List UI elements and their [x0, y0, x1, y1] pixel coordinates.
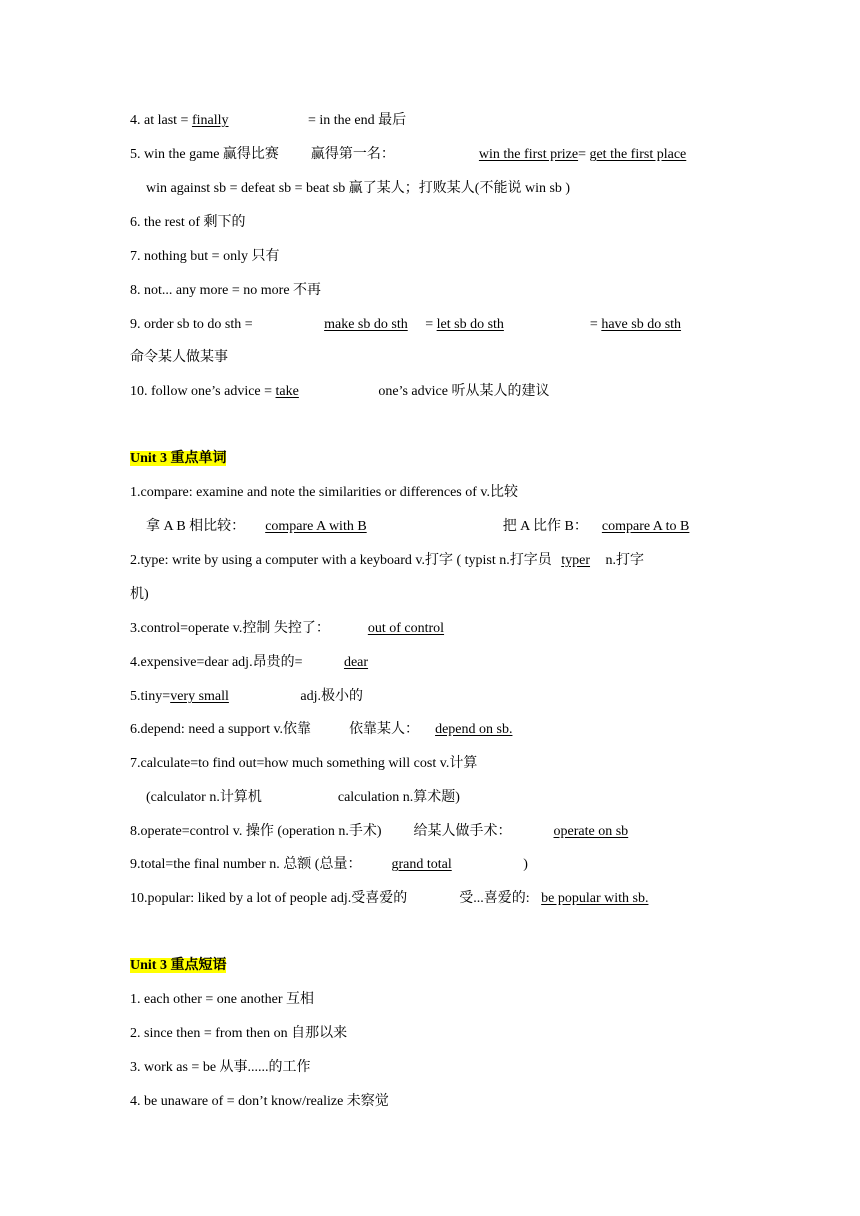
heading-text: Unit 3 重点短语 — [130, 958, 227, 973]
answer-blank — [245, 519, 449, 534]
answer-blank — [256, 317, 422, 332]
word-text: 9.total=the final number n. 总额 (总量： — [130, 857, 362, 872]
phrase-text: 4. at last = — [130, 113, 192, 128]
phrase-text: 9. order sb to do sth = — [130, 317, 257, 332]
answer-text: depend on sb. — [435, 722, 513, 737]
phrase-7: 7. nothing but = only 只有 — [130, 249, 280, 264]
answer-text: be popular with sb. — [541, 891, 649, 906]
answer-blank — [395, 147, 578, 162]
word-text: (calculator n.计算机 — [146, 790, 262, 805]
word-8 — [130, 823, 670, 841]
word-text: 2.type: write by using a computer with a keyboard v.打字 ( typist n.打字员 — [130, 553, 556, 568]
heading-text: Unit 3 重点单词 — [130, 451, 227, 466]
word-text: n.打字 — [602, 553, 645, 568]
phrase-text: = — [589, 317, 602, 332]
answer-text: compare A to B — [601, 519, 690, 534]
word-text: 10.popular: liked by a lot of people adj.受喜爱的 — [130, 891, 408, 906]
answer-text: out of control — [367, 621, 445, 636]
unit3-phrase-1: 1. each other = one another 互相 — [130, 992, 314, 1007]
answer-text: operate on sb — [553, 824, 629, 839]
word-text: 拿 A B 相比较： — [146, 519, 246, 534]
answer-text: finally — [191, 113, 229, 128]
unit3-phrase-3: 3. work as = be 从事......的工作 — [130, 1060, 311, 1075]
answer-text: take — [275, 384, 299, 399]
answer-blank — [170, 689, 297, 704]
word-text: 4.expensive=dear adj.昂贵的= — [130, 655, 306, 670]
unit3-phrase-2: 2. since then = from then on 自那以来 — [130, 1026, 348, 1041]
phrase-9 — [130, 316, 681, 334]
word-10 — [130, 890, 674, 908]
answer-text: grand total — [391, 857, 452, 872]
answer-blank — [524, 824, 671, 839]
phrase-text: = — [421, 317, 437, 332]
answer-text: typer — [561, 553, 591, 568]
word-4 — [130, 654, 396, 672]
answer-blank — [330, 621, 512, 636]
phrase-5-note: win against sb = defeat sb = beat sb 赢了某人；打败某人(不能说 win sb ) — [146, 181, 571, 196]
answer-blank — [533, 891, 674, 906]
word-text: 8.operate=control v. 操作 (operation n.手术) — [130, 824, 382, 839]
phrase-text: 5. win the game 赢得比赛 — [130, 147, 279, 162]
word-6 — [130, 721, 564, 739]
answer-blank — [192, 113, 305, 128]
answer-blank — [555, 553, 602, 568]
word-text: 把 A 比作 B： — [502, 519, 588, 534]
answer-text: make sb do sth — [324, 317, 408, 332]
answer-blank — [306, 655, 396, 670]
word-5 — [130, 688, 363, 706]
word-1-examples — [146, 518, 689, 536]
answer-text: compare A with B — [265, 519, 367, 534]
word-text: calculation n.算术题) — [337, 790, 460, 805]
phrase-6: 6. the rest of 剩下的 — [130, 215, 246, 230]
section-heading-words — [130, 450, 226, 468]
word-2-continued: 机) — [130, 587, 149, 602]
phrase-8: 8. not... any more = no more 不再 — [130, 283, 322, 298]
section-heading-phrases — [130, 957, 226, 975]
answer-blank — [361, 857, 519, 872]
phrase-5 — [130, 146, 686, 164]
word-9 — [130, 856, 528, 874]
answer-text: dear — [343, 655, 369, 670]
answer-blank — [419, 722, 564, 737]
phrase-text: one’s advice 听从某人的建议 — [374, 384, 550, 399]
answer-text: have sb do sth — [601, 317, 682, 332]
phrase-4 — [130, 112, 406, 130]
word-text: 给某人做手术： — [413, 824, 512, 839]
phrase-text: 10. follow one’s advice = — [130, 384, 276, 399]
word-7-related — [146, 789, 460, 807]
word-7: 7.calculate=to find out=how much something will cost v.计算 — [130, 756, 478, 771]
word-text: ) — [519, 857, 528, 872]
word-1: 1.compare: examine and note the similarities or differences of v.比较 — [130, 485, 518, 500]
word-text: adj.极小的 — [296, 689, 364, 704]
answer-blank — [437, 317, 590, 332]
phrase-10 — [130, 383, 549, 401]
phrase-text: = in the end 最后 — [304, 113, 407, 128]
word-text: 6.depend: need a support v.依靠 — [130, 722, 312, 737]
word-text: 受...喜爱的: — [459, 891, 534, 906]
phrase-text: 赢得第一名： — [310, 147, 395, 162]
answer-text: let sb do sth — [436, 317, 504, 332]
unit3-phrase-4: 4. be unaware of = don’t know/realize 未察觉 — [130, 1094, 389, 1109]
answer-text: get the first place — [589, 147, 687, 162]
phrase-text: = — [578, 147, 590, 162]
word-text: 3.control=operate v.控制 失控了： — [130, 621, 330, 636]
word-text: 5.tiny= — [130, 689, 171, 704]
answer-text: very small — [170, 689, 229, 704]
word-2 — [130, 552, 644, 570]
phrase-9-meaning: 命令某人做某事 — [130, 350, 228, 365]
answer-blank — [588, 519, 690, 534]
answer-blank — [276, 384, 375, 399]
answer-text: win the first prize — [478, 147, 579, 162]
word-3 — [130, 620, 512, 638]
word-text: 依靠某人： — [349, 722, 420, 737]
